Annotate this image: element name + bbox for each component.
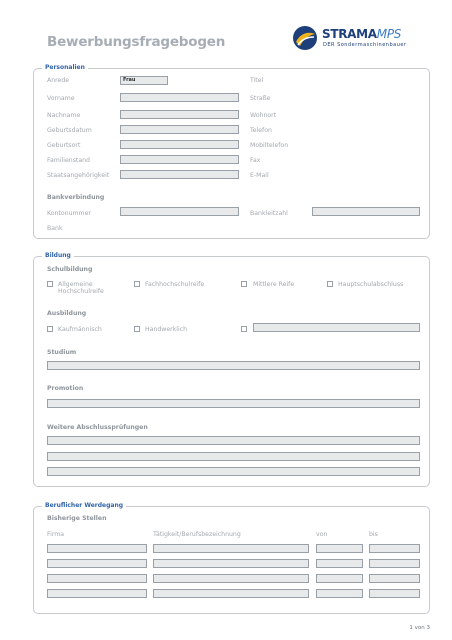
promotion-field[interactable] [47, 399, 420, 408]
studium-field[interactable] [47, 361, 420, 370]
von-field[interactable] [316, 574, 363, 583]
section-legend-werdegang: Beruflicher Werdegang [42, 502, 126, 509]
label-bankleitzahl: Bankleitzahl [250, 210, 288, 217]
bis-field[interactable] [369, 574, 420, 583]
staatsangehoerigkeit-field[interactable] [120, 170, 239, 179]
label-vorname: Vorname [47, 95, 75, 102]
firma-field[interactable] [47, 574, 147, 583]
label-bank: Bank [47, 225, 63, 232]
schulbildung-heading: Schulbildung [47, 266, 93, 273]
logo-mark-icon [292, 25, 318, 51]
section-legend-personalien: Personalien [42, 64, 88, 71]
sonstige-ausbildung-field[interactable] [253, 323, 420, 332]
checkbox-sonstige-ausbildung[interactable] [241, 326, 247, 332]
weitere-abschluss-field-3[interactable] [47, 467, 420, 476]
label-fachhochschulreife: Fachhochschulreife [145, 281, 205, 288]
label-wohnort: Wohnort [250, 112, 277, 119]
column-von: von [316, 531, 328, 538]
weitere-abschluss-field-1[interactable] [47, 436, 420, 445]
page-title: Bewerbungsfragebogen [47, 34, 226, 50]
checkbox-fachhochschulreife[interactable] [134, 281, 140, 287]
firma-field[interactable] [47, 589, 147, 598]
checkbox-mittlere-reife[interactable] [241, 281, 247, 287]
geburtsort-field[interactable] [120, 140, 239, 149]
bis-field[interactable] [369, 589, 420, 598]
label-handwerklich: Handwerklich [145, 326, 188, 333]
vorname-field[interactable] [120, 93, 239, 102]
page-number: 1 von 3 [409, 625, 430, 631]
label-familienstand: Familienstand [47, 157, 90, 164]
column-bis: bis [369, 531, 378, 538]
ausbildung-heading: Ausbildung [47, 310, 87, 317]
bankleitzahl-field[interactable] [312, 207, 420, 216]
label-titel: Titel [250, 77, 264, 84]
label-kontonummer: Kontonummer [47, 210, 91, 217]
taetigkeit-field[interactable] [153, 544, 309, 553]
familienstand-field[interactable] [120, 155, 239, 164]
label-geburtsdatum: Geburtsdatum [47, 127, 92, 134]
label-mobiltelefon: Mobiltelefon [250, 142, 289, 149]
label-staatsangehoerigkeit: Staatsangehörigkeit [47, 172, 110, 179]
firma-field[interactable] [47, 544, 147, 553]
label-anrede: Anrede [47, 77, 70, 84]
taetigkeit-field[interactable] [153, 589, 309, 598]
von-field[interactable] [316, 589, 363, 598]
checkbox-allgemeine-hochschulreife[interactable] [47, 281, 53, 287]
kontonummer-field[interactable] [120, 207, 239, 216]
label-hauptschulabschluss: Hauptschulabschluss [338, 281, 404, 288]
weitere-abschluss-field-2[interactable] [47, 452, 420, 461]
section-legend-bildung: Bildung [42, 252, 74, 259]
label-telefon: Telefon [250, 127, 272, 134]
anrede-value: Frau [123, 77, 136, 83]
label-email: E-Mail [250, 172, 269, 179]
bis-field[interactable] [369, 544, 420, 553]
promotion-heading: Promotion [47, 385, 84, 392]
von-field[interactable] [316, 559, 363, 568]
company-logo [292, 25, 424, 53]
anrede-field[interactable] [120, 76, 168, 85]
bankverbindung-heading: Bankverbindung [47, 194, 105, 201]
bis-field[interactable] [369, 559, 420, 568]
geburtsdatum-field[interactable] [120, 125, 239, 134]
checkbox-kaufmaennisch[interactable] [47, 326, 53, 332]
nachname-field[interactable] [120, 110, 239, 119]
bisherige-stellen-heading: Bisherige Stellen [47, 515, 107, 522]
taetigkeit-field[interactable] [153, 559, 309, 568]
logo-tagline: DER Sondermaschinenbauer [323, 42, 407, 48]
weitere-abschlusspruefungen-heading: Weitere Abschlussprüfungen [47, 424, 148, 431]
checkbox-handwerklich[interactable] [134, 326, 140, 332]
taetigkeit-field[interactable] [153, 574, 309, 583]
label-kaufmaennisch: Kaufmännisch [58, 326, 102, 333]
label-fax: Fax [250, 157, 261, 164]
von-field[interactable] [316, 544, 363, 553]
label-nachname: Nachname [47, 112, 81, 119]
column-taetigkeit: Tätigkeit/Berufsbezeichnung [153, 531, 241, 538]
logo-wordmark: STRAMAMPS [322, 27, 402, 41]
label-mittlere-reife: Mittlere Reife [253, 281, 295, 288]
label-strasse: Straße [250, 95, 271, 102]
label-geburtsort: Geburtsort [47, 142, 81, 149]
column-firma: Firma [47, 531, 65, 538]
label-allgemeine-hochschulreife: Allgemeine Hochschulreife [58, 281, 104, 296]
firma-field[interactable] [47, 559, 147, 568]
studium-heading: Studium [47, 349, 77, 356]
checkbox-hauptschulabschluss[interactable] [327, 281, 333, 287]
